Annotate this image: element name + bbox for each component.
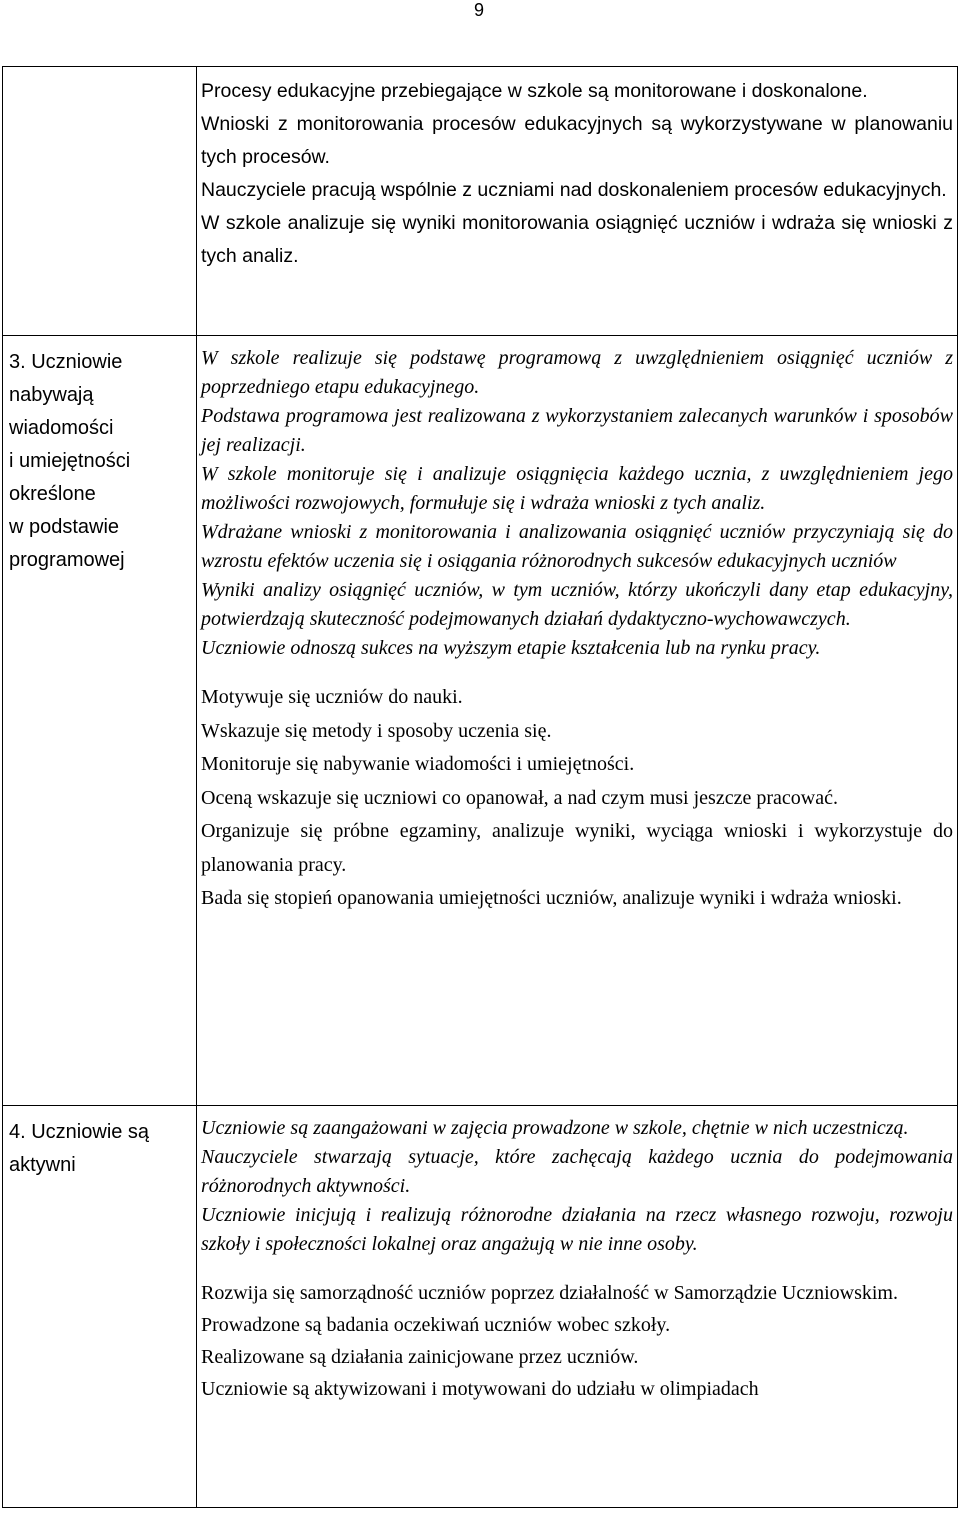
paragraph-group bbox=[197, 681, 957, 916]
standards-table bbox=[2, 66, 958, 1508]
row-label-cell bbox=[3, 1106, 197, 1508]
table-row bbox=[3, 336, 958, 1106]
paragraph: Motywuje się uczniów do nauki. bbox=[201, 686, 463, 708]
label-line: 3. Uczniowie bbox=[9, 351, 123, 373]
paragraph-group bbox=[197, 1106, 957, 1259]
paragraph: Oceną wskazuje się uczniowi co opanował, a nad czym musi jeszcze pracować. bbox=[201, 786, 838, 809]
label-line: nabywają bbox=[9, 384, 94, 406]
paragraph: Wskazuje się metody i sposoby uczenia się. bbox=[201, 719, 552, 742]
paragraph: Uczniowie są zaangażowani w zajęcia prowadzone w szkole, chętnie w nich uczestniczą. bbox=[201, 1117, 909, 1139]
paragraph: Rozwija się samorządność uczniów poprzez działalność w Samorządzie Uczniowskim. bbox=[201, 1282, 898, 1304]
label-line: określone bbox=[9, 483, 96, 505]
paragraph: Realizowane są działania zainicjowane przez uczniów. bbox=[201, 1346, 639, 1368]
paragraph: Organizuje się próbne egzaminy, analizuje wyniki, wyciąga wnioski i wykorzystuje do planowania pracy. bbox=[201, 820, 953, 876]
paragraph-group bbox=[197, 67, 957, 273]
row-content-cell bbox=[197, 336, 958, 1106]
page-number: 9 bbox=[474, 0, 485, 20]
paragraph: Wnioski z monitorowania procesów edukacyjnych są wykorzystywane w planowaniu tych procesów. bbox=[201, 113, 953, 168]
paragraph: Nauczyciele pracują wspólnie z uczniami nad doskonaleniem procesów edukacyjnych. bbox=[201, 179, 947, 201]
label-line: w podstawie bbox=[9, 516, 120, 538]
label-line: aktywni bbox=[9, 1154, 76, 1176]
section-label bbox=[3, 336, 196, 577]
paragraph: Podstawa programowa jest realizowana z wykorzystaniem zalecanych warunków i sposobów jej realizacji. bbox=[201, 405, 953, 456]
label-line: i umiejętności bbox=[9, 450, 131, 472]
label-line: 4. Uczniowie są bbox=[9, 1121, 150, 1143]
paragraph: Wyniki analizy osiągnięć uczniów, w tym uczniów, którzy ukończyli dany etap edukacyjny, potwierdzają skuteczność podejmowanych działań dydaktyczno-wychowawczych. bbox=[201, 579, 953, 630]
paragraph: Nauczyciele stwarzają sytuacje, które zachęcają każdego ucznia do podejmowania różnorodnych aktywności. bbox=[201, 1146, 953, 1197]
paragraph: W szkole monitoruje się i analizuje osiągnięcia każdego ucznia, z uwzględnieniem jego możliwości rozwojowych, formułuje się i wdraża wnioski z tych analiz. bbox=[201, 463, 953, 514]
row-label-cell bbox=[3, 67, 197, 336]
label-line: wiadomości bbox=[9, 417, 114, 439]
paragraph: Monitoruje się nabywanie wiadomości i umiejętności. bbox=[201, 753, 635, 775]
paragraph: W szkole realizuje się podstawę programową z uwzględnieniem osiągnięć uczniów z poprzedniego etapu edukacyjnego. bbox=[201, 347, 953, 398]
section-label bbox=[3, 1106, 196, 1182]
paragraph-group bbox=[197, 336, 957, 663]
row-content-cell bbox=[197, 1106, 958, 1508]
paragraph: Prowadzone są badania oczekiwań uczniów wobec szkoły. bbox=[201, 1314, 671, 1336]
label-line: programowej bbox=[9, 549, 125, 571]
paragraph: Uczniowie inicjują i realizują różnorodne działania na rzecz własnego rozwoju, rozwoju szkoły i społeczności lokalnej oraz angażują w nie inne osoby. bbox=[201, 1204, 953, 1255]
paragraph-group bbox=[197, 1277, 957, 1405]
row-content-cell bbox=[197, 67, 958, 336]
paragraph: W szkole analizuje się wyniki monitorowania osiągnięć uczniów i wdraża się wnioski z tych analiz. bbox=[201, 212, 953, 267]
table-row bbox=[3, 67, 958, 336]
paragraph: Procesy edukacyjne przebiegające w szkole są monitorowane i doskonalone. bbox=[201, 80, 868, 102]
paragraph: Bada się stopień opanowania umiejętności uczniów, analizuje wyniki i wdraża wnioski. bbox=[201, 887, 902, 909]
paragraph: Wdrażane wnioski z monitorowania i analizowania osiągnięć uczniów przyczyniają się do wzrostu efektów uczenia się i osiągania różnorodnych sukcesów edukacyjnych uczniów bbox=[201, 521, 953, 572]
paragraph: Uczniowie są aktywizowani i motywowani do udziału w olimpiadach bbox=[201, 1378, 759, 1400]
paragraph: Uczniowie odnoszą sukces na wyższym etapie kształcenia lub na rynku pracy. bbox=[201, 637, 821, 659]
table-row bbox=[3, 1106, 958, 1508]
row-label-cell bbox=[3, 336, 197, 1106]
